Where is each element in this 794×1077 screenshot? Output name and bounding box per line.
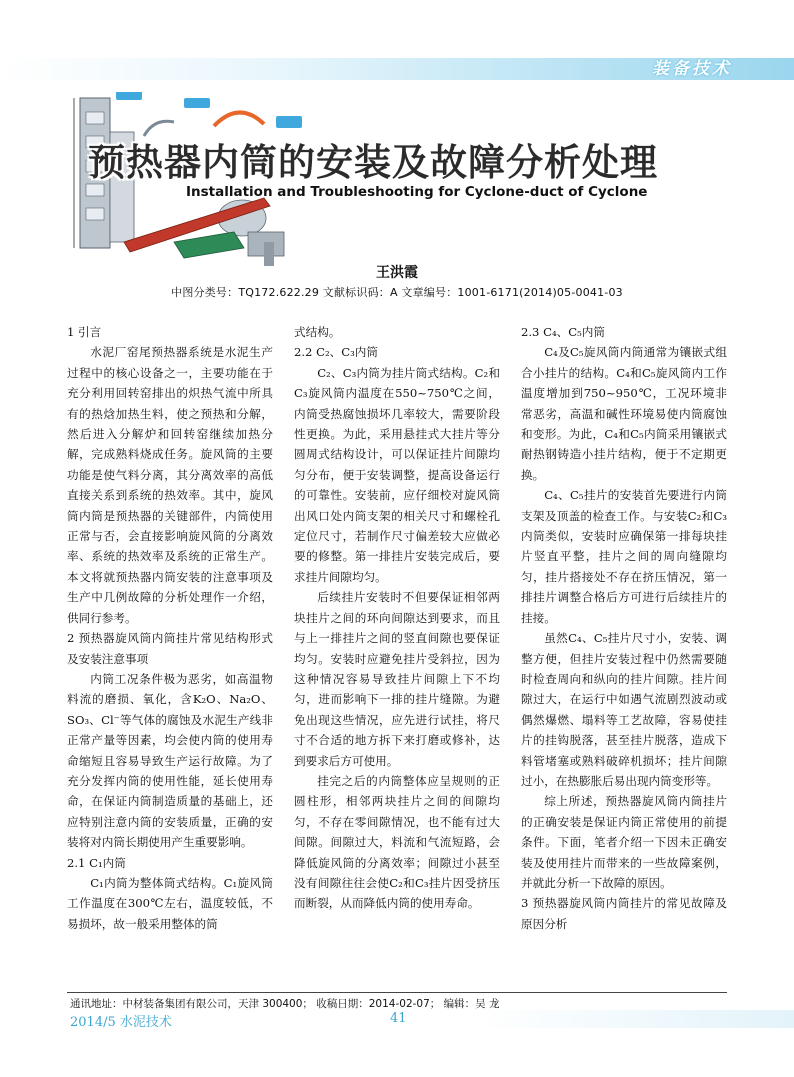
journal-name: 2014/5 水泥技术 [70, 1015, 172, 1030]
paragraph: 虽然C₄、C₅挂片尺寸小，安装、调整方便，但挂片安装过程中仍然需要随时检查周向和纵向的挂片间隙。挂片间隙过大，在运行中如遇气流剧烈波动或偶然爆燃、塌料等工艺故障，容易使挂片的挂钩脱落，甚至挂片脱落，造成下料管堵塞或熟料破碎机损坏；挂片间隙过小，在热膨胀后易出现内筒变形等。 [521, 631, 727, 788]
paragraph: 挂完之后的内筒整体应呈规则的正圆柱形，相邻两块挂片之间的间隙均匀，不存在零间隙情况，也不能有过大间隙。间隙过大，料流和气流短路，会降低旋风筒的分离效率；间隙过小甚至没有间隙往往会使C₂和C₃挂片因受挤压而断裂，从而降低内筒的使用寿命。 [294, 773, 500, 911]
paragraph: C₄及C₅旋风筒内筒通常为镶嵌式组合小挂片的结构。C₄和C₅旋风筒内工作温度增加到750~950℃，工况环境非常恶劣，高温和碱性环境易使内筒腐蚀和变形。为此，C₄和C₅内筒采用镶嵌式耐热钢铸造小挂片结构，便于不定期更换。 [521, 345, 727, 482]
section-heading: 3 预热器旋风筒内筒挂片的常见故障及原因分析 [521, 896, 727, 931]
footnote: 通讯地址：中材装备集团有限公司，天津 300400； 收稿日期：2014-02-07； 编辑：吴 龙 [70, 998, 500, 1010]
article-meta: 中图分类号：TQ172.622.29 文献标识码：A 文章编号：1001-6171(2014)05-0041-03 [171, 286, 623, 299]
section-heading: 2 预热器旋风筒内筒挂片常见结构形式及安装注意事项 [67, 631, 273, 666]
text-column-2 [294, 322, 500, 914]
paragraph: 综上所述，预热器旋风筒内筒挂片的正确安装是保证内筒正常使用的前提条件。下面，笔者介绍一下因未正确安装及使用挂片而带来的一些故障案例，并就此分析一下故障的原因。 [521, 794, 727, 890]
section-heading: 1 引言 [67, 325, 102, 339]
article-title: 预热器内筒的安装及故障分析处理 [88, 141, 658, 184]
article-title-en: Installation and Troubleshooting for Cyclone-duct of Cyclone [186, 184, 648, 200]
text-column-1 [67, 322, 273, 934]
section-tag: 装备技术 [652, 59, 732, 79]
paragraph: C₁内筒为整体筒式结构。C₁旋风筒工作温度在300℃左右，温度较低，不易损坏，故一般采用整体的筒 [67, 875, 273, 931]
footnote-divider [67, 992, 727, 993]
page-number: 41 [390, 1011, 407, 1026]
paragraph: 水泥厂窑尾预热器系统是水泥生产过程中的核心设备之一，主要功能在于充分利用回转窑排出的炽热气流中所具有的热焓加热生料，使之预热和分解，然后进入分解炉和回转窑继续加热分解，完成熟料烧成任务。旋风筒的主要功能是使气料分离，其分离效率的高低直接关系到系统的热效率。其中，旋风筒内筒是预热器的关键部件，内筒使用正常与否，会直接影响旋风筒的分离效率、系统的热效率及系统的正常生产。本文将就预热器内筒安装的注意事项及生产中几例故障的分析处理作一介绍，供同行参考。 [67, 345, 273, 625]
paragraph: 内筒工况条件极为恶劣，如高温物料流的磨损、氧化，含K₂O、Na₂O、SO₃、Cl⁻等气体的腐蚀及水泥生产线非正常产量等因素，均会使内筒的使用寿命缩短且容易导致生产运行故障。为了充分发挥内筒的使用性能，延长使用寿命，在保证内筒制造质量的基础上，还应特别注意内筒的安装质量，正确的安装将对内筒长期使用产生重要影响。 [67, 671, 273, 850]
section-heading: 2.3 C₄、C₅内筒 [521, 325, 605, 339]
paragraph: C₄、C₅挂片的安装首先要进行内筒支架及顶盖的检查工作。与安装C₂和C₃内筒类似，安装时应确保第一排每块挂片竖直平整，挂片之间的周向缝隙均匀，挂片搭接处不存在挤压情况，第一排挂片调整合格后方可进行后续挂片的挂接。 [521, 488, 727, 625]
paragraph: 式结构。 [294, 325, 341, 339]
author: 王洪霞 [376, 265, 418, 281]
paragraph: C₂、C₃内筒为挂片筒式结构。C₂和C₃旋风筒内温度在550~750℃之间，内筒受热腐蚀损坏几率较大，需要阶段性更换。为此，采用悬挂式大挂片等分圆周式结构设计，可以保证挂片间隙均匀分布，便于安装调整，提高设备运行的可靠性。安装前，应仔细校对旋风筒出风口处内筒支架的相关尺寸和螺栓孔定位尺寸，若制作尺寸偏差较大应做必要的修整。第一排挂片安装完成后，要求挂片间隙均匀。 [294, 365, 500, 584]
paragraph: 后续挂片安装时不但要保证相邻两块挂片之间的环向间隙达到要求，而且与上一排挂片之间的竖直间隙也要保证均匀。安装时应避免挂片受斜拉，因为这种情况容易导致挂片间隙上下不均匀，进而影响下一排的挂片缝隙。为避免出现这些情况，应先进行试挂，将尺寸不合适的地方拆下来打磨或修补，达到要求后方可使用。 [294, 590, 500, 768]
text-column-3 [521, 322, 727, 934]
section-heading: 2.1 C₁内筒 [67, 855, 126, 870]
section-heading: 2.2 C₂、C₃内筒 [294, 345, 378, 360]
